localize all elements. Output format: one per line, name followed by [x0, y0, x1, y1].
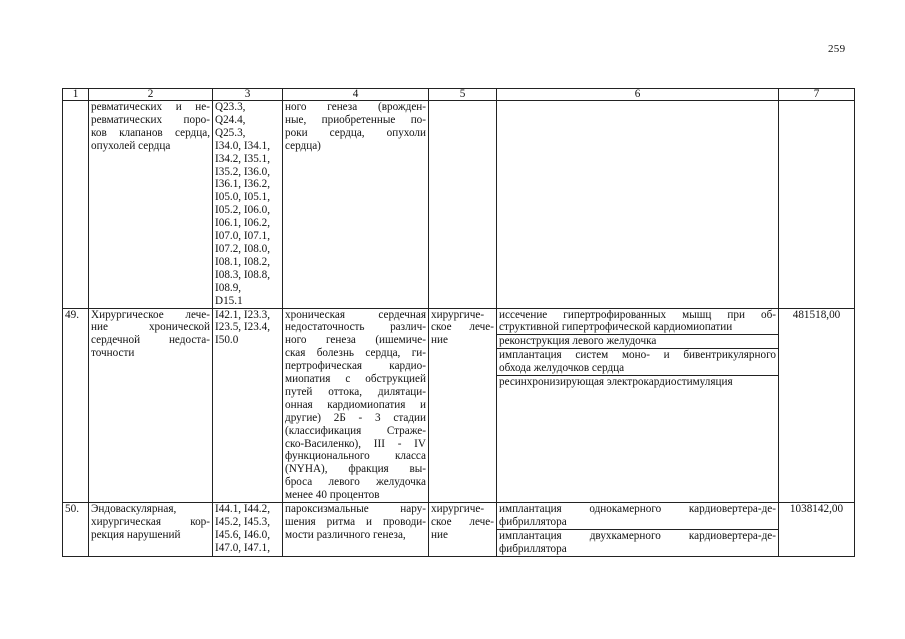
code-line: I05.0, I05.1, — [215, 191, 270, 204]
text-line: миопатия с обструкцией — [285, 373, 426, 386]
text-line: фибриллятора — [499, 542, 567, 555]
header-cell: 2 — [89, 89, 213, 101]
table-row — [63, 101, 855, 309]
icd-codes-cell — [213, 503, 283, 557]
code-line: I07.0, I07.1, — [215, 230, 270, 243]
header-cell: 4 — [283, 89, 429, 101]
code-line: D15.1 — [215, 294, 243, 307]
text-line: менее 40 процентов — [285, 489, 380, 502]
text-line: имплантация двухкамерного кардиовертера-де- — [499, 529, 776, 542]
row-number-cell: 50. — [63, 503, 89, 557]
code-line: I35.2, I36.0, — [215, 165, 270, 178]
text-line: имплантация систем моно- и бивентрикулярного — [499, 349, 776, 362]
text-line: другие) 2Б - 3 стадии — [285, 411, 426, 424]
header-cell: 3 — [213, 89, 283, 101]
service-name-cell — [89, 503, 213, 557]
services-table — [62, 88, 855, 557]
diagnosis-cell — [283, 101, 429, 309]
method-item — [497, 349, 778, 376]
code-line: I08.3, I08.8, — [215, 268, 270, 281]
price-cell: 1038142,00 — [779, 503, 855, 557]
text-line: ные, приобретенные по- — [285, 113, 426, 126]
text-line: опухолей сердца — [91, 139, 171, 152]
text-line: ско-Василенко), III - IV — [285, 437, 426, 450]
table-row — [63, 503, 855, 557]
price-cell — [779, 101, 855, 309]
code-line: I45.2, I45.3, — [215, 516, 270, 528]
method-item — [497, 530, 778, 556]
text-line: ское лече- — [431, 516, 494, 528]
text-line: броса левого желудочка — [285, 476, 426, 489]
text-line: точности — [91, 347, 135, 360]
code-line: I23.5, I23.4, — [215, 321, 270, 334]
text-line: ков клапанов сердца, — [91, 126, 210, 139]
text-line: хирургическая кор- — [91, 516, 210, 528]
text-line: пароксизмальные нару- — [285, 503, 426, 516]
text-line: ресинхронизирующая электрокардиостимуляция — [499, 376, 733, 389]
header-cell: 6 — [497, 89, 779, 101]
code-line: I34.2, I35.1, — [215, 152, 270, 165]
service-name-cell — [89, 308, 213, 503]
text-line: ское лече- — [431, 321, 494, 334]
text-line: структивной гипертрофической кардиомиопатии — [499, 321, 733, 334]
text-line: хирургиче- — [431, 503, 485, 516]
text-line: хирургиче- — [431, 308, 485, 321]
table-header-row — [63, 89, 855, 101]
page-number: 259 — [828, 43, 846, 55]
text-line: мости различного генеза, — [285, 528, 406, 541]
icd-codes-cell — [213, 308, 283, 503]
text-line: путей оттока, дилятаци- — [285, 385, 426, 398]
text-line: рекция нарушений — [91, 528, 181, 541]
code-line: I06.1, I06.2, — [215, 217, 270, 230]
table-row — [63, 308, 855, 503]
text-line: имплантация однокамерного кардиовертера-де- — [499, 503, 776, 516]
icd-codes-cell — [213, 101, 283, 309]
service-name-cell — [89, 101, 213, 309]
price-cell: 481518,00 — [779, 308, 855, 503]
text-line: Эндоваскулярная, — [91, 503, 177, 516]
row-number-cell: 49. — [63, 308, 89, 503]
code-line: Q24.4, — [215, 113, 246, 126]
code-line: I08.1, I08.2, — [215, 255, 270, 268]
code-line: I45.6, I46.0, — [215, 528, 270, 541]
code-line: I07.2, I08.0, — [215, 242, 270, 255]
text-line: реконструкция левого желудочка — [499, 335, 657, 348]
text-line: ние — [431, 334, 448, 347]
text-line: ревматических и не- — [91, 101, 210, 113]
code-line: I44.1, I44.2, — [215, 503, 270, 516]
header-cell: 7 — [779, 89, 855, 101]
text-line: ревматических поро- — [91, 113, 210, 126]
treatment-type-cell — [429, 101, 497, 309]
method-item — [497, 335, 778, 349]
text-line: хроническая сердечная — [285, 308, 426, 321]
text-line: фибриллятора — [499, 516, 567, 528]
code-line: I05.2, I06.0, — [215, 204, 270, 217]
text-line: онная кардиомиопатия и — [285, 398, 426, 411]
text-line: (классификация Страже- — [285, 424, 426, 437]
text-line: (NYHA), фракция вы- — [285, 463, 426, 476]
text-line: сердечной недоста- — [91, 334, 210, 347]
code-line: I47.0, I47.1, — [215, 541, 270, 554]
code-line: Q25.3, — [215, 126, 246, 139]
diagnosis-cell — [283, 503, 429, 557]
text-line: шения ритма и проводи- — [285, 516, 426, 528]
treatment-type-cell — [429, 503, 497, 557]
row-number-cell — [63, 101, 89, 309]
text-line: недостаточность различ- — [285, 321, 426, 334]
method-cell — [497, 503, 779, 557]
text-line: Хирургическое лече- — [91, 308, 210, 321]
text-line: ного генеза (ишемиче- — [285, 334, 426, 347]
text-line: пертрофическая кардио- — [285, 360, 426, 373]
code-line: I50.0 — [215, 334, 239, 347]
diagnosis-cell — [283, 308, 429, 503]
text-line: функционального класса — [285, 450, 426, 463]
code-line: I42.1, I23.3, — [215, 308, 270, 321]
text-line: обхода желудочков сердца — [499, 362, 625, 375]
text-line: иссечение гипертрофированных мышц при об- — [499, 308, 776, 321]
code-line: I08.9, — [215, 281, 242, 294]
header-cell: 1 — [63, 89, 89, 101]
text-line: ская болезнь сердца, ги- — [285, 347, 426, 360]
text-line: ние хронической — [91, 321, 210, 334]
treatment-type-cell — [429, 308, 497, 503]
code-line: I36.1, I36.2, — [215, 178, 270, 191]
text-line: ного генеза (врожден- — [285, 101, 426, 113]
method-cell — [497, 308, 779, 503]
text-line: сердца) — [285, 139, 321, 152]
text-line: роки сердца, опухоли — [285, 126, 426, 139]
code-line: I34.0, I34.1, — [215, 139, 270, 152]
header-cell: 5 — [429, 89, 497, 101]
method-item — [497, 376, 778, 389]
text-line: ние — [431, 528, 448, 541]
method-item — [497, 503, 778, 530]
method-cell — [497, 101, 779, 309]
code-line: Q23.3, — [215, 101, 246, 113]
method-item — [497, 309, 778, 336]
